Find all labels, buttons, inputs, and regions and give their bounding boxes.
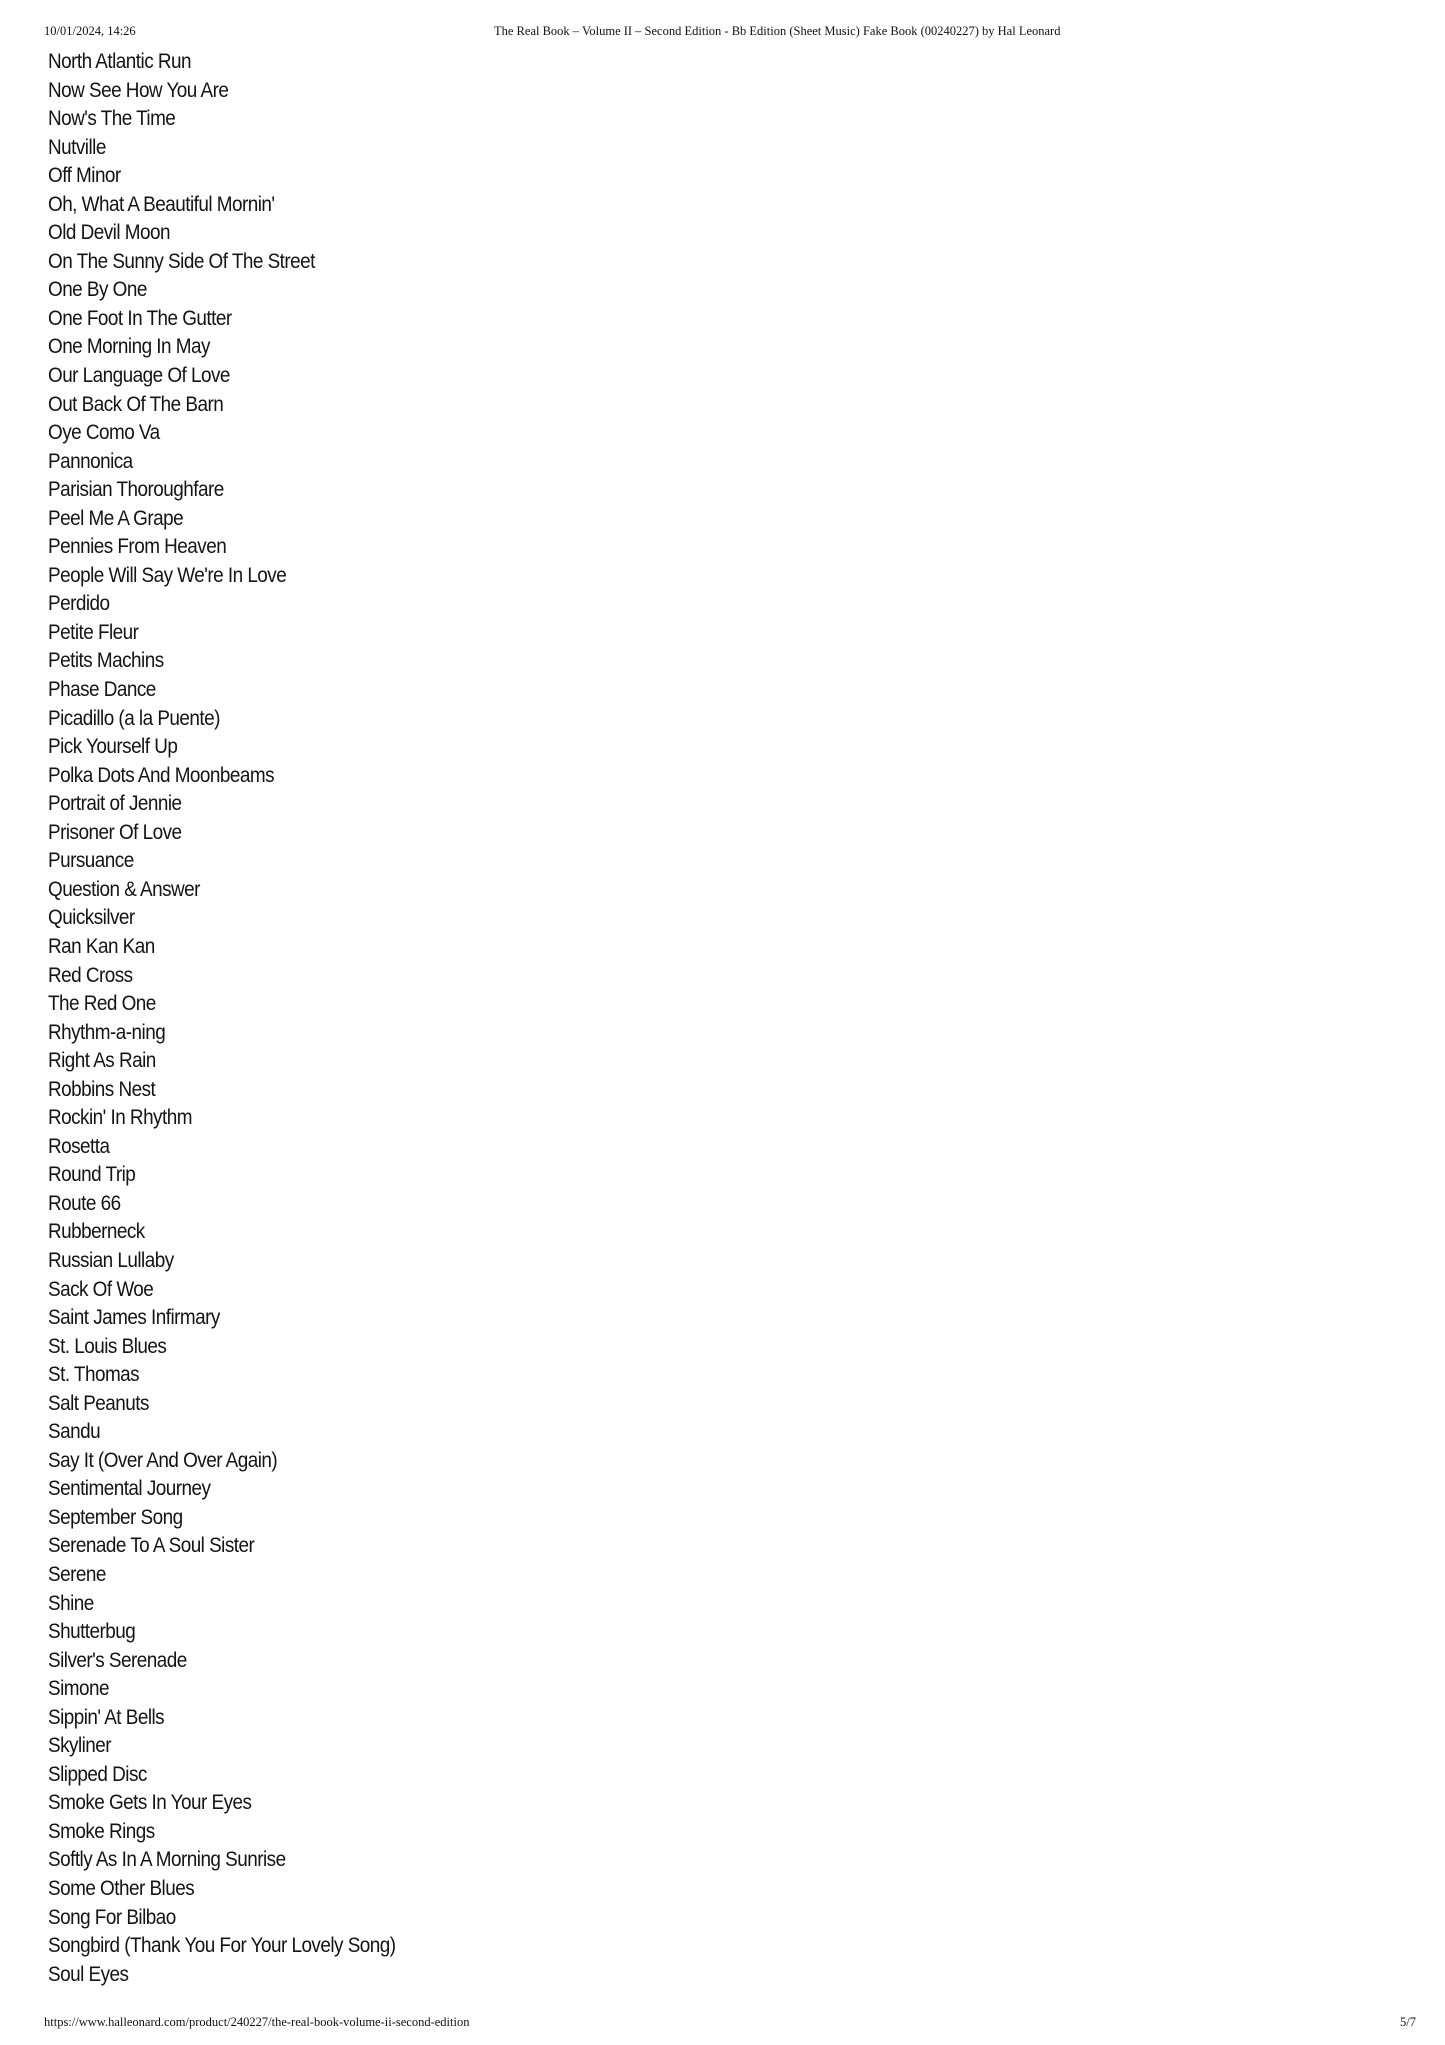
- print-page-title: The Real Book – Volume II – Second Edition - Bb Edition (Sheet Music) Fake Book (00240227) by Hal Leonard: [494, 24, 1061, 38]
- song-list-item: Slipped Disc: [48, 1761, 147, 1786]
- song-list-item: Rhythm-a-ning: [48, 1019, 166, 1044]
- song-list-item: Pick Yourself Up: [48, 734, 178, 759]
- song-list-item: Song For Bilbao: [48, 1904, 176, 1929]
- song-list-item: The Red One: [48, 991, 156, 1016]
- song-list-item: Softly As In A Morning Sunrise: [48, 1847, 286, 1872]
- song-list-item: Oye Como Va: [48, 420, 160, 445]
- song-list-item: St. Thomas: [48, 1362, 140, 1387]
- song-list-item: Sippin' At Bells: [48, 1704, 165, 1729]
- song-list-item: Round Trip: [48, 1162, 136, 1187]
- song-list-item: Rubberneck: [48, 1219, 145, 1244]
- song-list-item: Sack Of Woe: [48, 1276, 154, 1301]
- song-list-item: Polka Dots And Moonbeams: [48, 762, 275, 787]
- song-list-item: Picadillo (a la Puente): [48, 705, 220, 730]
- print-footer: [44, 2015, 1416, 2033]
- song-list-item: Soul Eyes: [48, 1961, 129, 1986]
- print-header: [44, 24, 1416, 42]
- song-list-item: Russian Lullaby: [48, 1247, 174, 1272]
- song-list-item: On The Sunny Side Of The Street: [48, 248, 315, 273]
- song-list-item: Robbins Nest: [48, 1076, 156, 1101]
- page-number: 5/7: [1400, 2015, 1416, 2029]
- song-list-item: Shutterbug: [48, 1619, 136, 1644]
- song-list-item: Serene: [48, 1561, 106, 1586]
- song-list-item: Silver's Serenade: [48, 1647, 187, 1672]
- song-list-item: Sandu: [48, 1419, 101, 1444]
- song-list-item: Portrait of Jennie: [48, 791, 182, 816]
- song-list-item: Serenade To A Soul Sister: [48, 1533, 255, 1558]
- song-list-item: Saint James Infirmary: [48, 1305, 220, 1330]
- song-list-item: Nutville: [48, 134, 106, 159]
- song-list-item: Our Language Of Love: [48, 363, 230, 388]
- song-list-item: Salt Peanuts: [48, 1390, 149, 1415]
- song-list-item: Oh, What A Beautiful Mornin': [48, 191, 275, 216]
- song-list-item: People Will Say We're In Love: [48, 562, 287, 587]
- song-list-item: Rockin' In Rhythm: [48, 1105, 192, 1130]
- song-list-item: Ran Kan Kan: [48, 933, 155, 958]
- song-list-item: Smoke Gets In Your Eyes: [48, 1790, 252, 1815]
- print-url: https://www.halleonard.com/product/240227/the-real-book-volume-ii-second-edition: [44, 2015, 470, 2029]
- song-list-item: Sentimental Journey: [48, 1476, 211, 1501]
- song-list-item: Some Other Blues: [48, 1876, 195, 1900]
- song-list-item: Now See How You Are: [48, 77, 229, 102]
- song-list-item: Petite Fleur: [48, 619, 139, 644]
- song-list-item: Songbird (Thank You For Your Lovely Song): [48, 1933, 396, 1958]
- song-list-item: Question & Answer: [48, 876, 200, 901]
- song-list-item: Shine: [48, 1590, 94, 1615]
- song-list-item: Pennies From Heaven: [48, 534, 227, 559]
- song-list-item: Rosetta: [48, 1133, 110, 1158]
- song-list-item: Now's The Time: [48, 106, 176, 131]
- song-list-item: Smoke Rings: [48, 1818, 155, 1843]
- song-list-item: Out Back Of The Barn: [48, 391, 224, 416]
- print-timestamp: 10/01/2024, 14:26: [44, 24, 136, 38]
- song-list-item: Perdido: [48, 591, 110, 616]
- song-list-item: Old Devil Moon: [48, 220, 170, 245]
- song-list-item: Right As Rain: [48, 1048, 156, 1073]
- song-list-item: Parisian Thoroughfare: [48, 477, 224, 502]
- song-list-item: St. Louis Blues: [48, 1333, 167, 1358]
- song-list-item: Phase Dance: [48, 677, 156, 702]
- song-list-item: Red Cross: [48, 962, 133, 987]
- song-list-item: Say It (Over And Over Again): [48, 1447, 278, 1472]
- song-list-item: Pursuance: [48, 848, 134, 873]
- song-list-item: Quicksilver: [48, 905, 135, 930]
- song-list-item: Peel Me A Grape: [48, 505, 184, 530]
- song-list-item: Route 66: [48, 1190, 121, 1215]
- song-list-item: Simone: [48, 1676, 109, 1701]
- song-list-item: One By One: [48, 277, 147, 302]
- song-list-item: Petits Machins: [48, 648, 164, 673]
- song-list-item: Prisoner Of Love: [48, 819, 182, 844]
- song-list-item: Pannonica: [48, 448, 133, 473]
- song-list-item: September Song: [48, 1504, 183, 1529]
- song-list-item: North Atlantic Run: [48, 49, 191, 73]
- song-list-item: Skyliner: [48, 1733, 112, 1758]
- song-list-item: One Morning In May: [48, 334, 210, 359]
- song-list-item: One Foot In The Gutter: [48, 305, 232, 330]
- song-list: [48, 47, 396, 1988]
- song-list-item: Off Minor: [48, 163, 121, 188]
